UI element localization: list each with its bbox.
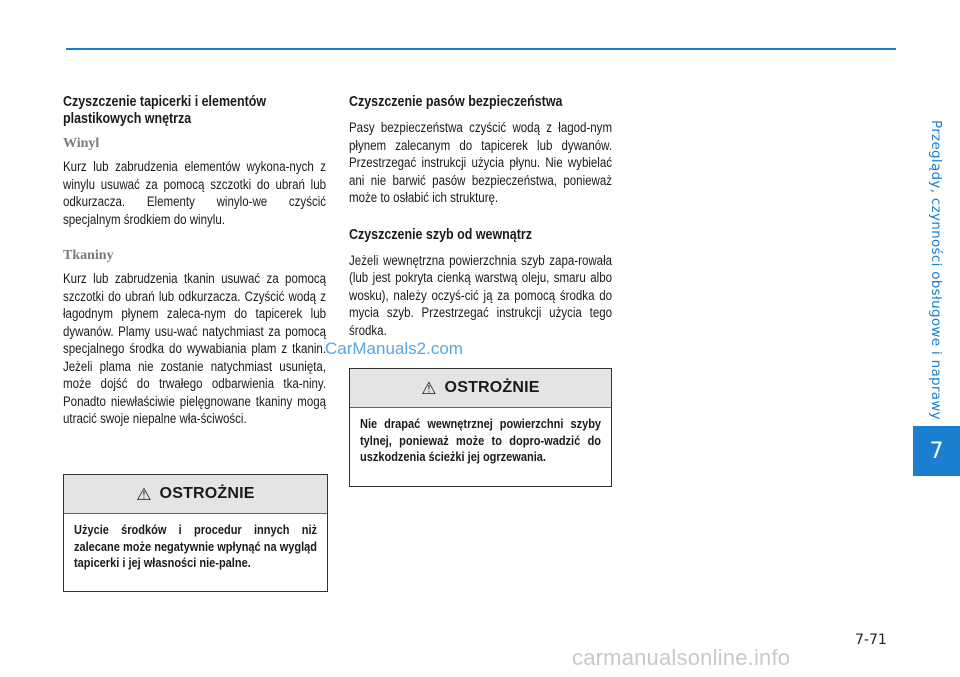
fabric-subheading: Tkaniny (63, 248, 114, 263)
top-rule (66, 48, 896, 50)
warning-text: Użycie środków i procedur innych niż zalecane może negatywnie wpłynąć na wygląd tapicerki i jej własności nie-palne. (74, 522, 318, 570)
warning-triangle-icon: ⚠ (136, 484, 152, 504)
glass-paragraph: Jeżeli wewnętrzna powierzchnia szyb zapa-rowała (lub jest pokryta cienką warstwą oleju, smaru albo wosku), należy oczyś-cić ją za pomocą środka do mycia szyb. Przestrzegać instrukcji użycia tego środka. (349, 252, 613, 338)
warning-header (350, 369, 611, 408)
glass-heading: Czyszczenie szyb od wewnątrz (349, 226, 532, 243)
upholstery-heading: Czyszczenie tapicerki i elementów plastikowych wnętrza (63, 94, 267, 127)
right-column (349, 94, 612, 339)
seatbelt-heading: Czyszczenie pasów bezpieczeństwa (349, 94, 563, 110)
chapter-tab: 7 (913, 426, 960, 476)
watermark-carmanuals2: CarManuals2.com (325, 339, 463, 358)
warning-label: OSTROŻNIE (444, 379, 540, 396)
watermark-carmanualsonline: carmanualsonline.info (572, 645, 791, 670)
glass-warning-box (349, 368, 612, 487)
fabric-paragraph: Kurz lub zabrudzenia tkanin usuwać za pomocą szczotki do ubrań lub odkurzacza. Czyścić wodą z łagodnym płynem zaleca-nym do tapicerek lub dywanów. Plamy usu-wać natychmiast za pomocą specjalnego środka do wywabiania plam z tkanin. Jeżeli plama nie zostanie natychmiast usunięta, może dojść do trwałego odbarwienia tka-niny. Ponadto niewłaściwie pielęgnowane tkaniny mogą utracić swoje niepalne wła-ściwości. (63, 271, 327, 426)
warning-triangle-icon: ⚠ (421, 378, 437, 398)
page-number: 7-71 (855, 632, 887, 648)
vinyl-paragraph: Kurz lub zabrudzenia elementów wykona-nych z winylu usuwać za pomocą szczotki do ubrań lub odkurzacza. Elementy winylo-we czyścić specjalnym środkiem do winylu. (63, 159, 327, 227)
section-side-title: Przeglądy, czynności obsługowe i naprawy (928, 120, 944, 420)
seatbelt-paragraph: Pasy bezpieczeństwa czyścić wodą z łagod-nym płynem zalecanym do tapicerek lub dywanów. Przestrzegać instrukcji użycia płynu. Nie wybielać ani nie barwić pasów bezpieczeństwa, ponieważ może to osłabić ich strukturę. (349, 120, 613, 205)
warning-label: OSTROŻNIE (159, 485, 255, 502)
upholstery-warning-box (63, 474, 328, 592)
vinyl-subheading: Winyl (63, 136, 100, 151)
left-column (63, 94, 326, 428)
warning-header (64, 475, 327, 514)
warning-text: Nie drapać wewnętrznej powierzchni szyby tylnej, ponieważ może to dopro-wadzić do uszkodzenia ścieżki jej ogrzewania. (360, 416, 602, 464)
